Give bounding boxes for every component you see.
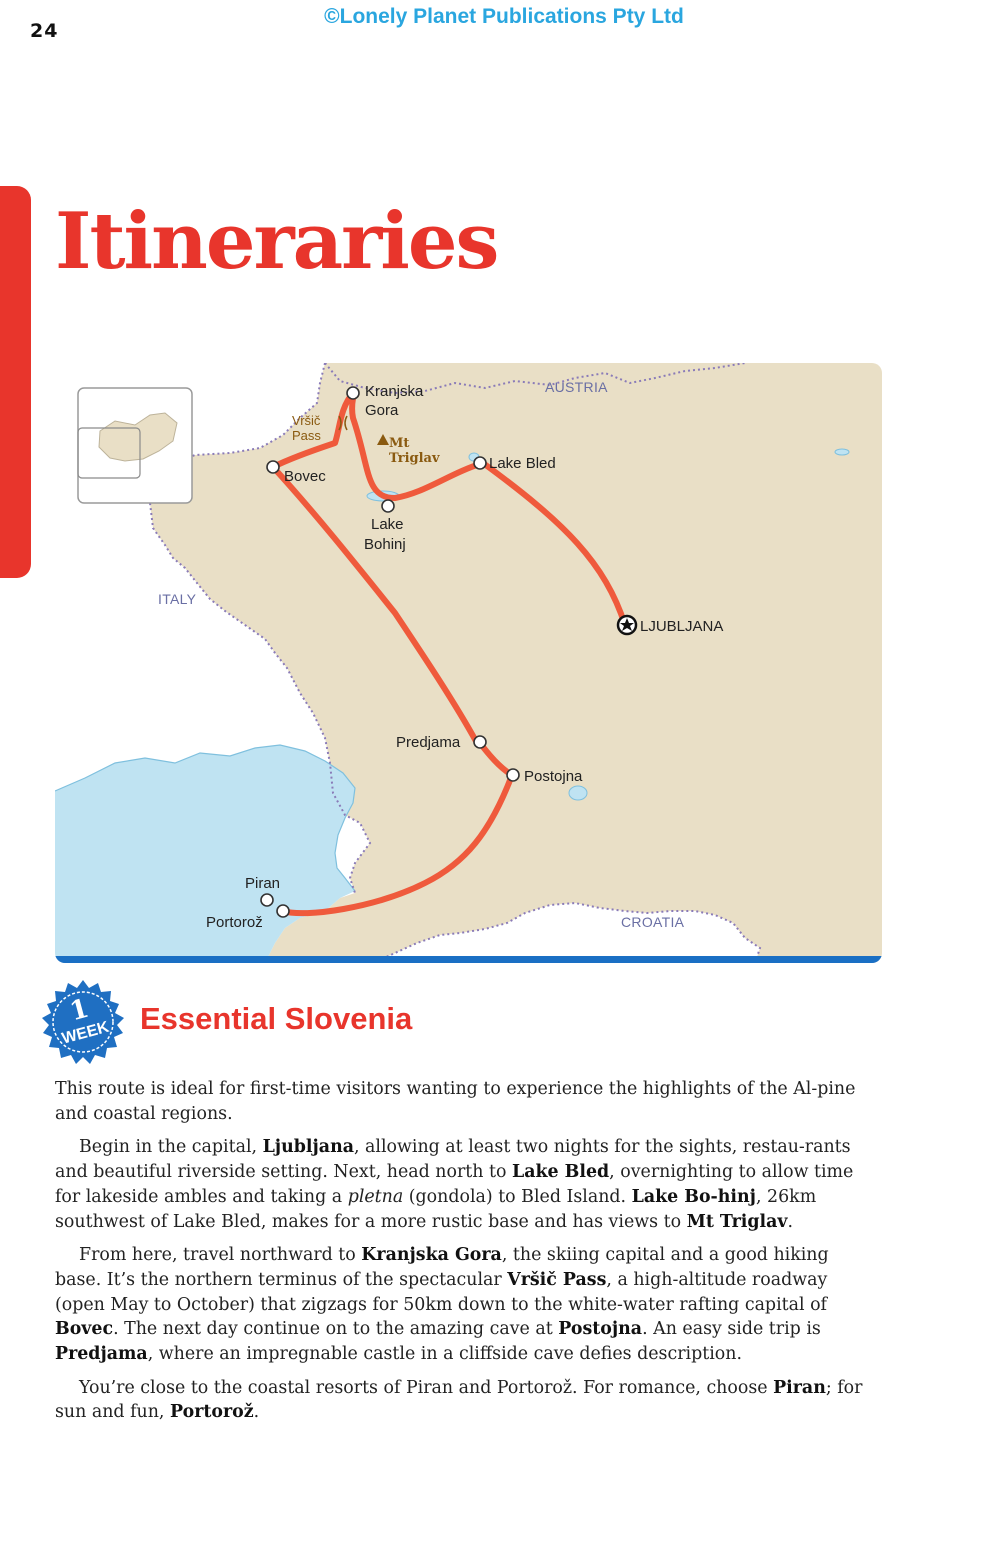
label-vrsic-2: Pass bbox=[292, 428, 321, 443]
section-title: Essential Slovenia bbox=[140, 1001, 413, 1036]
duration-badge bbox=[37, 978, 129, 1070]
stop-predjama bbox=[474, 736, 486, 748]
label-vrsic-1: Vršič bbox=[292, 413, 321, 428]
label-predjama: Predjama bbox=[396, 734, 461, 751]
label-lake-bohinj-2: Bohinj bbox=[364, 536, 406, 553]
badge-number: 1 bbox=[66, 993, 92, 1028]
capital-ljubljana-marker bbox=[618, 616, 636, 634]
label-piran: Piran bbox=[245, 875, 281, 892]
stop-portoroz bbox=[277, 905, 289, 917]
label-italy: ITALY bbox=[158, 591, 197, 607]
paragraph-kranjska-postojna: From here, travel northward to Kranjska Gora, the skiing capital and a good hiking base. It’s the northern terminus of the spectacular Vršič Pass, a high-altitude roadway (open May to October) that zigzags for 50km down to the white-water rafting capital of Bovec. The next day continue on to the amazing cave at Postojna. An easy side trip is Predjama, where an impregnable castle in a cliffside cave defies description. bbox=[55, 1245, 829, 1365]
cerknica-lake-water bbox=[569, 786, 587, 800]
stop-piran bbox=[261, 894, 273, 906]
badge-unit: WEEK bbox=[60, 1018, 111, 1048]
itinerary-description bbox=[55, 1077, 870, 1434]
itinerary-map bbox=[55, 363, 882, 963]
label-lake-bled: Lake Bled bbox=[489, 455, 556, 472]
stop-lake-bled bbox=[474, 457, 486, 469]
label-kranjska-gora-2: Gora bbox=[365, 402, 399, 419]
label-croatia: CROATIA bbox=[621, 914, 685, 930]
locator-inset bbox=[78, 388, 192, 503]
chapter-title: Itineraries bbox=[55, 196, 498, 287]
paragraph-coast: You’re close to the coastal resorts of Piran and Portorož. For romance, choose Piran; for sun and fun, Portorož. bbox=[55, 1377, 863, 1423]
label-triglav-2: Triglav bbox=[389, 451, 440, 466]
stop-postojna bbox=[507, 769, 519, 781]
label-kranjska-gora-1: Kranjska bbox=[365, 383, 424, 400]
label-ljubljana: LJUBLJANA bbox=[640, 618, 724, 635]
label-bovec: Bovec bbox=[284, 468, 326, 485]
label-lake-bohinj-1: Lake bbox=[371, 516, 404, 533]
label-portoroz: Portorož bbox=[206, 914, 263, 931]
paragraph-intro: This route is ideal for first-time visitors wanting to experience the highlights of the Al-pine and coastal regions. bbox=[55, 1079, 856, 1124]
paragraph-ljubljana-bled: Begin in the capital, Ljubljana, allowing at least two nights for the sights, restau-rants and beautiful riverside setting. Next, head north to Lake Bled, overnighting to allow time for lakeside ambles and taking a pletna (gondola) to Bled Island. Lake Bo-hinj, 26km southwest of Lake Bled, makes for a more rustic base and has views to Mt Triglav. bbox=[55, 1137, 854, 1232]
label-austria: AUSTRIA bbox=[545, 379, 608, 395]
stop-kranjska-gora bbox=[347, 387, 359, 399]
copyright-notice: ©Lonely Planet Publications Pty Ltd bbox=[324, 5, 684, 28]
chapter-side-tab bbox=[0, 186, 31, 578]
label-triglav-1: Mt bbox=[389, 436, 410, 451]
page-number: 24 bbox=[30, 20, 59, 42]
stop-bovec bbox=[267, 461, 279, 473]
stop-lake-bohinj bbox=[382, 500, 394, 512]
label-postojna: Postojna bbox=[524, 768, 583, 785]
